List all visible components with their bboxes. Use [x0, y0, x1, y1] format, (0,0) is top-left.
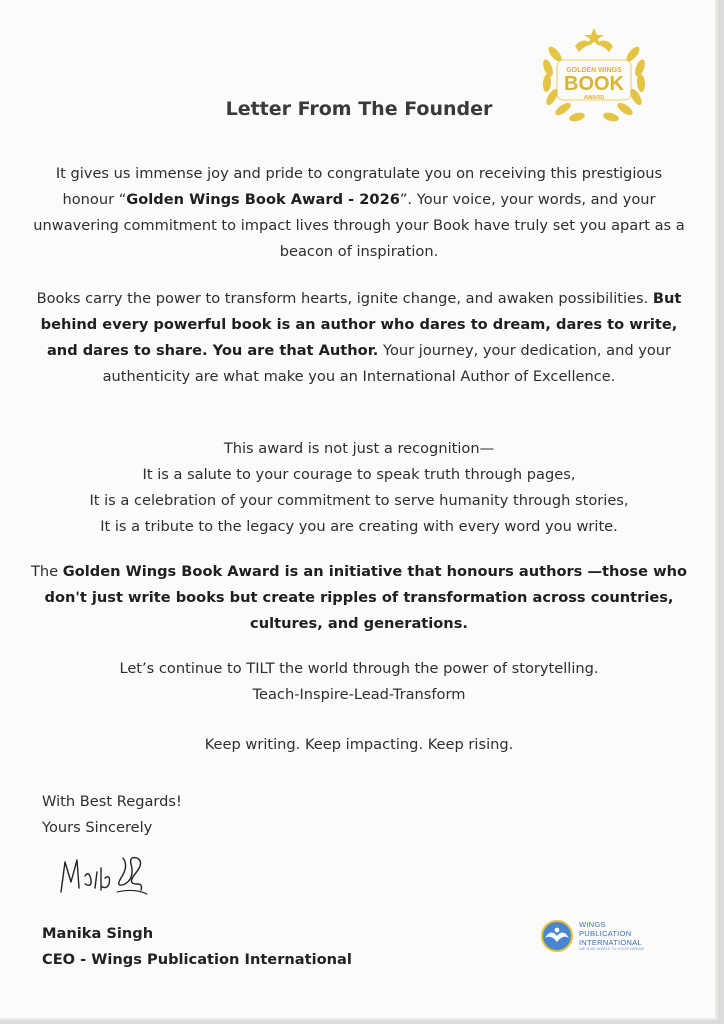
p3-line2: It is a salute to your courage to speak truth through pages, — [142, 466, 576, 483]
seal-line2: BOOK — [564, 73, 624, 95]
p4-text-a: The — [30, 563, 63, 580]
p5-line1: Let’s continue to TILT the world through the power of storytelling. — [119, 660, 599, 677]
closing-line1: With Best Regards! — [42, 793, 182, 810]
publisher-logo — [537, 914, 687, 960]
paragraph-keep-writing: Keep writing. Keep impacting. Keep rising. — [204, 736, 514, 753]
paragraph-congratulations — [30, 161, 688, 265]
p5-line2: Teach-Inspire-Lead-Transform — [252, 686, 466, 703]
award-name: Golden Wings Book Award - 2026 — [126, 191, 400, 208]
p3-line4: It is a tribute to the legacy you are creating with every word you write. — [100, 518, 618, 535]
signer-block — [42, 921, 352, 973]
paragraph-tilt — [30, 656, 688, 708]
wings-globe-icon — [537, 916, 577, 956]
paragraph-recognition — [30, 436, 688, 540]
logo-line3: INTERNATIONAL — [579, 938, 642, 947]
p3-line1: This award is not just a recognition— — [223, 440, 495, 457]
signer-name: Manika Singh — [42, 925, 154, 942]
paragraph-power-of-books — [30, 286, 688, 390]
p2-text-c: Your journey, your dedication, and your authenticity are what make you an International Author of Excellence. — [102, 342, 672, 385]
p1-text-a: It gives us immense joy and pride to congratulate you on receiving this prestigious honour “ — [55, 165, 663, 208]
seal-line3: AWARD — [583, 95, 605, 101]
logo-tagline: WE GIVE WINGS TO YOUR DREAM — [579, 947, 645, 951]
signer-title: CEO - Wings Publication International — [42, 951, 352, 968]
p2-bold-text: But behind every powerful book is an author who dares to dream, dares to write, and dares to share. You are that Author. — [40, 290, 682, 359]
handwritten-signature — [55, 848, 165, 908]
publisher-logo-text — [579, 920, 644, 952]
closing — [42, 789, 182, 841]
p4-bold-text: Golden Wings Book Award is an initiative that honours authors —those who don't just write books but create ripples of transformation across countries, cultures, and generations. — [44, 563, 687, 632]
letter-title: Letter From The Founder — [225, 98, 493, 120]
logo-line1: WINGS — [579, 920, 606, 929]
seal-line1: GOLDEN WINGS — [566, 67, 622, 74]
p1-text-c: ”. Your voice, your words, and your unwavering commitment to impact lives through your Book have truly set you apart as a beacon of inspiration. — [33, 191, 685, 260]
p2-text-a: Books carry the power to transform hearts, ignite change, and awaken possibilities. — [36, 290, 653, 307]
p3-line3: It is a celebration of your commitment to serve humanity through stories, — [89, 492, 629, 509]
paragraph-initiative — [30, 559, 688, 637]
closing-line2: Yours Sincerely — [42, 819, 153, 836]
logo-line2: PUBLICATION — [579, 929, 632, 938]
